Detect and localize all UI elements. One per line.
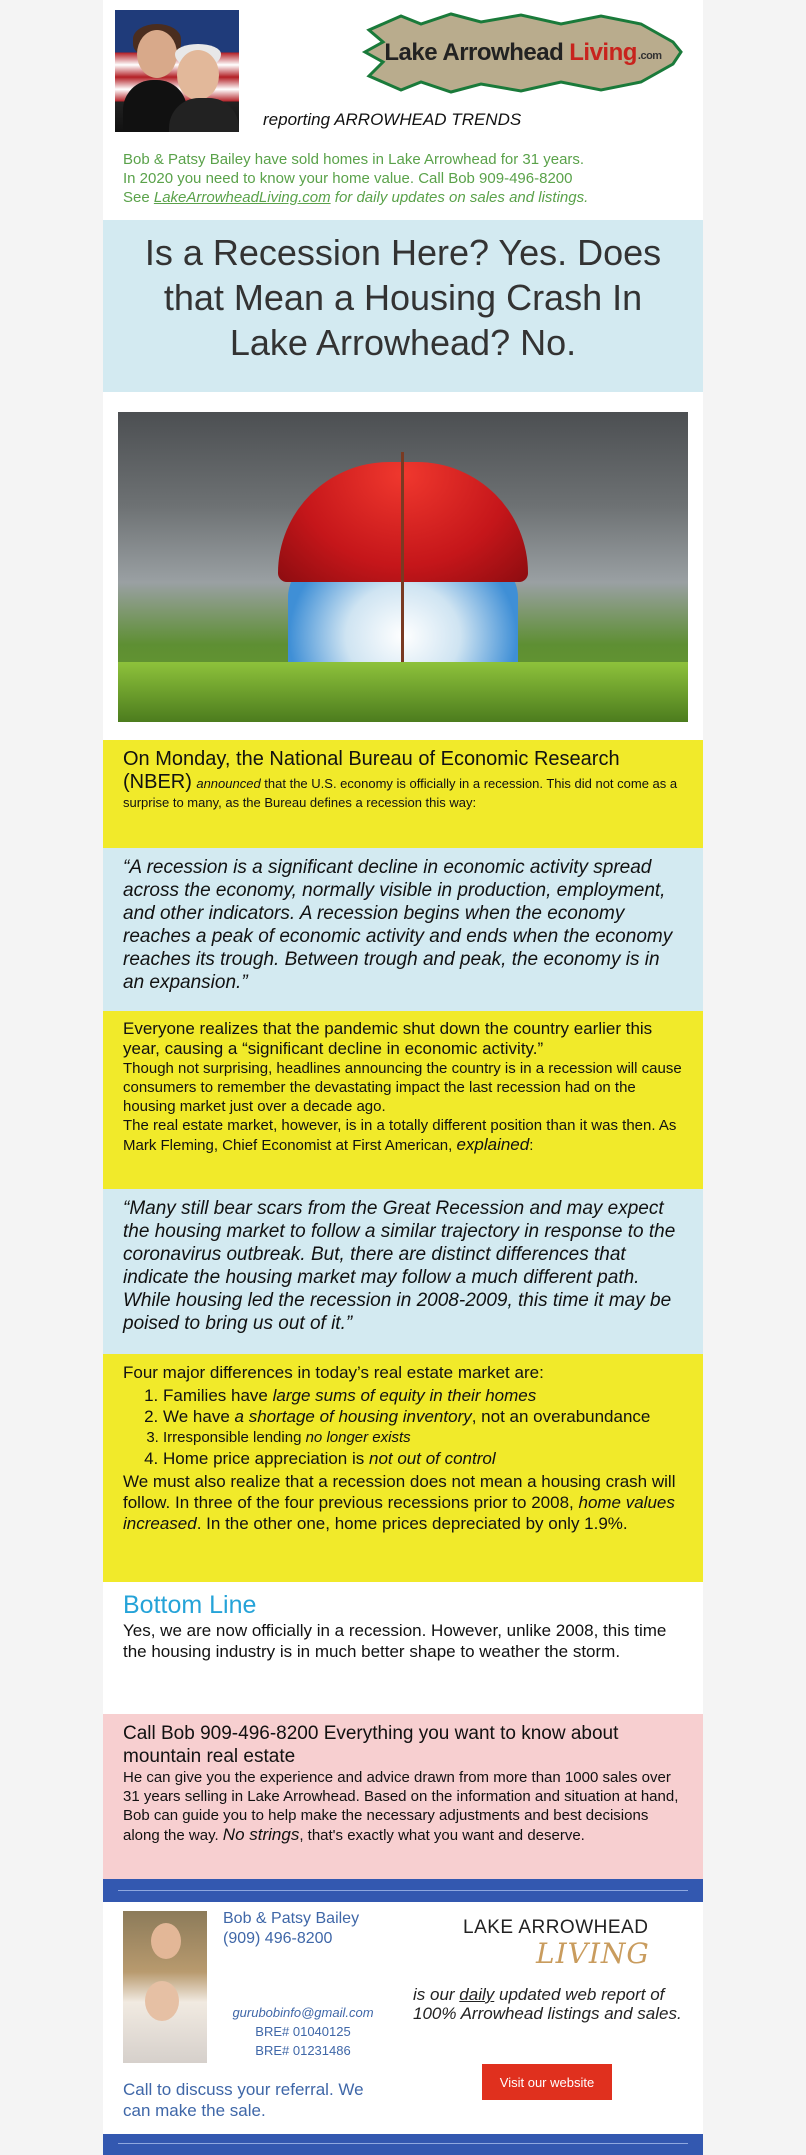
logo-text-com: .com <box>637 50 662 62</box>
footer-call-to-action: Call to discuss your referral. We can make the sale. <box>123 2080 364 2120</box>
intro-text <box>123 150 683 207</box>
footer-desc-suffix: updated web report of 100% Arrowhead listings and sales. <box>413 1985 682 2023</box>
footer <box>103 1879 703 2155</box>
list-item <box>163 1385 683 1406</box>
logo-text-dark: Lake Arrowhead <box>384 39 564 66</box>
recession-definition-quote <box>103 848 703 1011</box>
nber-section <box>103 740 703 848</box>
differences-lead: Four major differences in today’s real estate market are: <box>123 1363 544 1382</box>
quote-2: “Many still bear scars from the Great Recession and may expect the housing market to follow a similar trajectory in response to the coronavirus outbreak. But, there are distinct differences that indicate the housing market may follow a much different path. While housing led the recession in 2008-2009, this time it may be poised to bring us out of it.” <box>123 1198 676 1334</box>
list-item <box>163 1427 683 1448</box>
email-container <box>103 0 703 2155</box>
footer-bre-2: BRE# 01231486 <box>255 2043 351 2058</box>
visit-website-button[interactable]: Visit our website <box>482 2064 612 2100</box>
footer-phone[interactable]: (909) 496-8200 <box>223 1930 333 1947</box>
footer-logo-line-2: LIVING <box>536 1937 650 1970</box>
pandemic-colon: : <box>529 1137 534 1154</box>
call-bob-section <box>103 1714 703 1879</box>
call-bob-emphasis: No strings <box>222 1825 300 1844</box>
differences-section <box>103 1354 703 1582</box>
differences-body <box>123 1471 683 1534</box>
intro-line-3 <box>123 188 683 207</box>
logo-text-red: Living <box>569 39 637 66</box>
list-item-suffix: , not an overabundance <box>471 1407 651 1426</box>
intro-line-2: In 2020 you need to know your home value. Call Bob 909-496-8200 <box>123 170 573 187</box>
footer-contact <box>223 1909 359 1949</box>
pandemic-para-2-text: The real estate market, however, is in a totally different position than it was then. As Mark Fleming, Chief Economist at First American, <box>123 1117 677 1154</box>
footer-desc-text: is our <box>413 1985 460 2004</box>
bottom-line-heading: Bottom Line <box>123 1591 257 1619</box>
footer-bre-1: BRE# 01040125 <box>255 2024 351 2039</box>
list-item-text: Families have <box>163 1386 273 1405</box>
logo-text <box>361 12 685 94</box>
nber-rest: that the U.S. economy is officially in a recession. This did not come as a surprise to many, as the Bureau defines a recession this way: <box>123 776 678 810</box>
list-item-emphasis: large sums of equity in their homes <box>272 1386 537 1405</box>
nber-lead: On Monday, the National Bureau of Economic Research (NBER) <box>123 748 620 793</box>
list-item <box>163 1448 683 1469</box>
page-title: Is a Recession Here? Yes. Does that Mean a Housing Crash In Lake Arrowhead? No. <box>144 232 662 363</box>
differences-list <box>123 1385 683 1469</box>
call-bob-lead: Call Bob 909-496-8200 Everything you want to know about mountain real estate <box>123 1723 619 1767</box>
pandemic-section <box>103 1011 703 1189</box>
list-item-text: Irresponsible lending <box>163 1429 306 1446</box>
footer-top-bar <box>103 1879 703 1902</box>
footer-agents-photo <box>123 1911 207 2063</box>
list-item-text: We have <box>163 1407 235 1426</box>
pandemic-para-1: Though not surprising, headlines announcing the country is in a recession will cause consumers to remember the devastating impact the last recession had on the housing market just over a decade ago. <box>123 1060 682 1115</box>
hero-umbrella-image <box>118 412 688 722</box>
list-item-emphasis: a shortage of housing inventory <box>234 1407 472 1426</box>
list-item-text: Home price appreciation is <box>163 1449 369 1468</box>
bottom-line-section <box>103 1582 703 1714</box>
site-logo[interactable] <box>361 12 685 94</box>
call-bob-body-suffix: , that's exactly what you want and deserve. <box>299 1827 585 1844</box>
tagline: reporting ARROWHEAD TRENDS <box>263 110 522 129</box>
list-item-emphasis: not out of control <box>368 1449 496 1468</box>
intro-line-1: Bob & Patsy Bailey have sold homes in Lake Arrowhead for 31 years. <box>123 151 585 168</box>
footer-email[interactable] <box>223 2003 383 2022</box>
bottom-line-text: Yes, we are now officially in a recession. However, unlike 2008, this time the housing industry is in much better shape to weather the storm. <box>123 1621 667 1661</box>
call-bob-body <box>123 1768 683 1845</box>
call-bob-body-text: He can give you the experience and advice drawn from more than 1000 sales over 31 years selling in Lake Arrowhead. Based on the information and situation at hand, Bob can guide you to help make the necessary adjustments and best decisions along the way. <box>123 1769 679 1844</box>
footer-names: Bob & Patsy Bailey <box>223 1910 360 1927</box>
quote-1: “A recession is a significant decline in economic activity spread across the economy, normally visible in production, employment, and other indicators. A recession begins when the economy reaches a peak of economic activity and ends when the economy reaches its trough. Between trough and peak, the economy is in an expansion.” <box>123 857 673 993</box>
intro-updates: for daily updates on sales and listings. <box>330 189 589 206</box>
differences-body-suffix: . In the other one, home prices depreciated by only 1.9%. <box>196 1514 628 1533</box>
agents-photo <box>115 10 239 132</box>
list-item <box>163 1406 683 1427</box>
explained-link[interactable]: explained <box>456 1135 530 1154</box>
pandemic-lead: Everyone realizes that the pandemic shut down the country earlier this year, causing a “significant decline in economic activity.” <box>123 1019 653 1058</box>
differences-body-text: We must also realize that a recession does not mean a housing crash will follow. In three of the four previous recessions prior to 2008, <box>123 1472 676 1512</box>
list-item-emphasis: no longer exists <box>305 1429 411 1446</box>
footer-credentials <box>223 2003 383 2060</box>
differences-body-emphasis: home values increased <box>123 1493 675 1533</box>
nber-body <box>123 776 677 810</box>
footer-description <box>413 1985 693 2023</box>
announced-link[interactable]: announced <box>196 776 261 791</box>
title-section <box>103 220 703 392</box>
pandemic-para-2 <box>123 1116 683 1155</box>
fleming-quote <box>103 1189 703 1354</box>
footer-bottom-bar <box>103 2134 703 2155</box>
footer-desc-underline: daily <box>459 1985 495 2004</box>
footer-logo-line-1: LAKE ARROWHEAD <box>463 1917 649 1938</box>
website-link[interactable]: LakeArrowheadLiving.com <box>153 189 331 206</box>
intro-see: See <box>123 189 154 206</box>
footer-email-text[interactable]: gurubobinfo@gmail.com <box>232 2005 374 2020</box>
